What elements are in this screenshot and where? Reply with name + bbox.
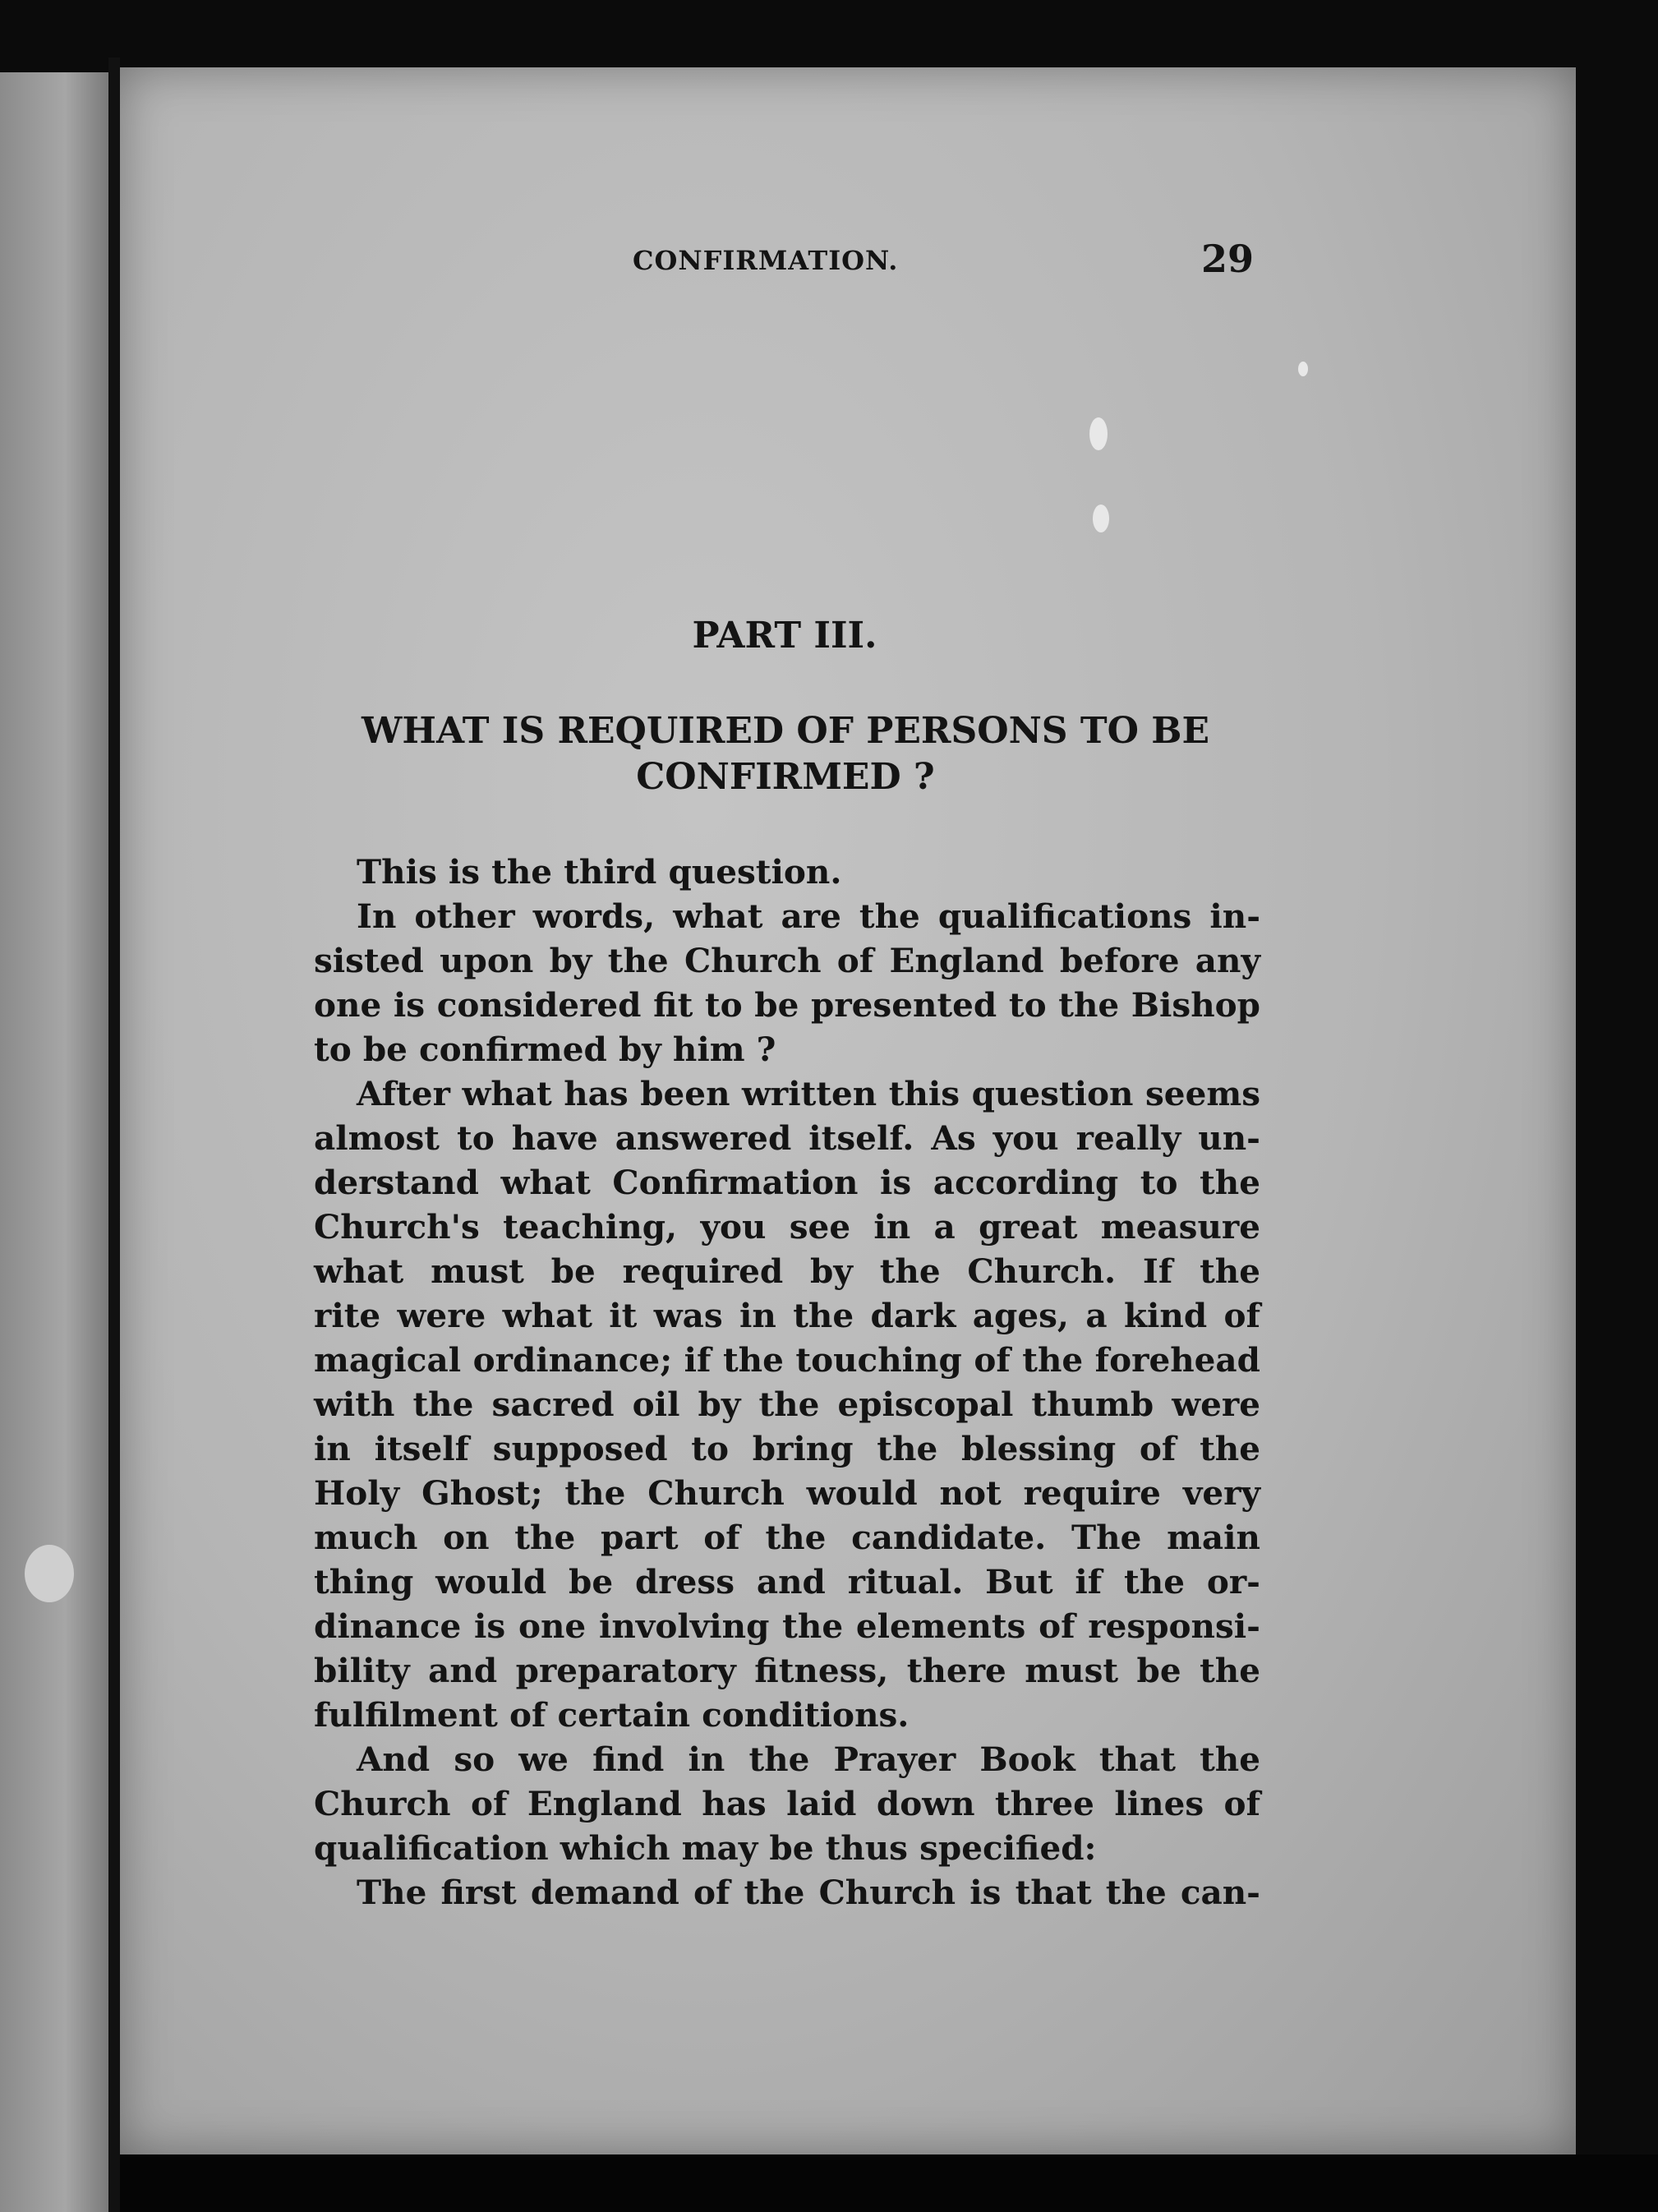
text-line: And so we find in the Prayer Book that the [357,1740,1260,1779]
scan-border [120,2154,1658,2212]
part-heading: PART III. [692,615,877,657]
scan-speck [1089,417,1108,450]
text-line: almost to have answered itself. As you really un- [314,1118,1260,1158]
text-line: in itself supposed to bring the blessing of the [314,1429,1260,1468]
text-line: fulfilment of certain conditions. [314,1695,910,1735]
text-line: to be confirmed by him ? [314,1030,776,1069]
facing-page-edge [0,72,108,2212]
text-line: qualification which may be thus specified: [314,1828,1097,1868]
scan-speck [1298,362,1308,376]
section-title-line: WHAT IS REQUIRED OF PERSONS TO BE [361,710,1210,752]
text-line: dinance is one involving the elements of responsi- [314,1606,1260,1646]
scan-speck [25,1545,74,1602]
section-title-line: CONFIRMED ? [636,756,935,798]
text-line: Church of England has laid down three lines of [314,1784,1260,1823]
section-title [304,708,1267,800]
text-line: one is considered fit to be presented to the Bishop [314,985,1260,1025]
text-line: much on the part of the candidate. The main [314,1518,1260,1557]
scan-speck [1093,505,1109,532]
text-line: magical ordinance; if the touching of the forehead [314,1340,1260,1380]
running-head: CONFIRMATION. [633,245,899,276]
text-line: Holy Ghost; the Church would not require very [314,1473,1260,1513]
text-line: This is the third question. [357,852,842,892]
book-gutter [108,58,120,2212]
body-text [314,850,1260,1915]
text-line: The first demand of the Church is that the can- [357,1873,1260,1912]
text-line: derstand what Confirmation is according to the [314,1163,1260,1202]
text-line: After what has been written this question seems [357,1074,1260,1113]
text-line: Church's teaching, you see in a great measure [314,1207,1260,1247]
text-line: sisted upon by the Church of England before any [314,941,1260,980]
text-line: thing would be dress and ritual. But if the or- [314,1562,1260,1601]
page-number: 29 [1201,237,1255,281]
text-line: what must be required by the Church. If the [314,1251,1260,1291]
text-line: In other words, what are the qualifications in- [357,896,1260,936]
text-line: rite were what it was in the dark ages, a kind of [314,1296,1260,1335]
text-line: with the sacred oil by the episcopal thumb were [314,1385,1260,1424]
text-line: bility and preparatory fitness, there must be the [314,1651,1260,1690]
